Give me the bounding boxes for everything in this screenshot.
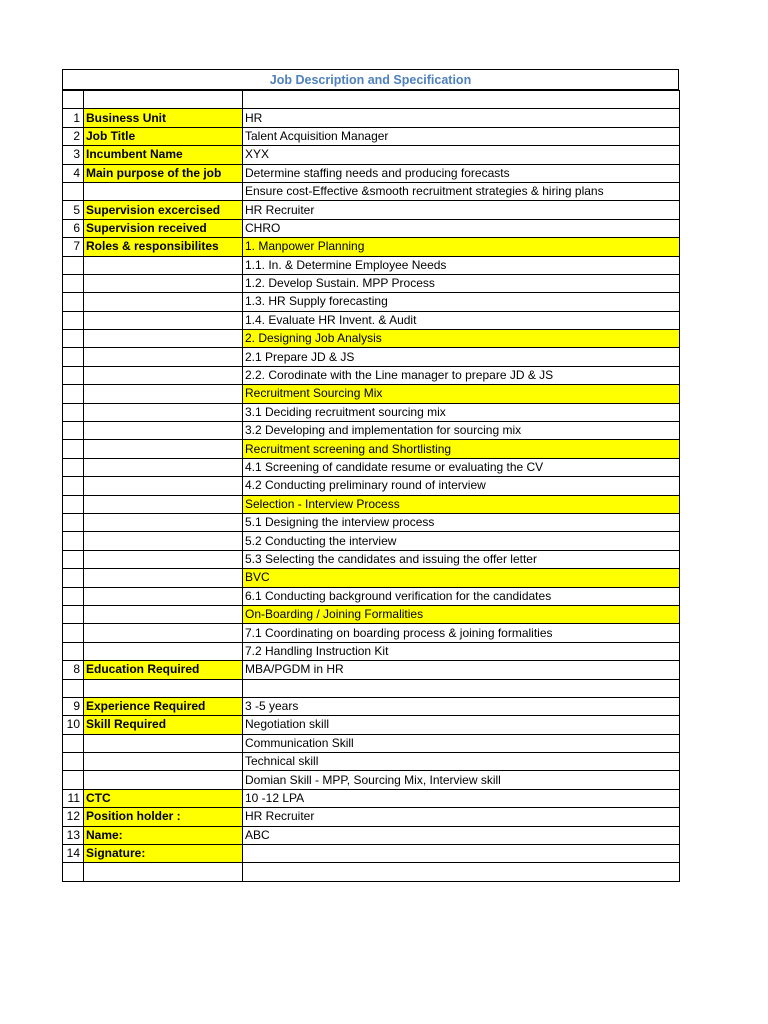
field-label: [84, 513, 243, 531]
table-row: [63, 624, 680, 642]
field-label: [84, 403, 243, 421]
field-value: Technical skill: [243, 753, 680, 771]
field-value: HR Recruiter: [243, 201, 680, 219]
table-row: [63, 789, 680, 807]
field-value: 1. Manpower Planning: [243, 238, 680, 256]
table-row: [63, 661, 680, 679]
row-number: [63, 642, 84, 660]
row-number: [63, 458, 84, 476]
field-label: [84, 440, 243, 458]
field-value: 3.1 Deciding recruitment sourcing mix: [243, 403, 680, 421]
field-value: On-Boarding / Joining Formalities: [243, 605, 680, 623]
field-value: 5.1 Designing the interview process: [243, 513, 680, 531]
row-number: [63, 532, 84, 550]
field-value: MBA/PGDM in HR: [243, 661, 680, 679]
field-value: [243, 845, 680, 863]
table-row: [63, 642, 680, 660]
field-value: BVC: [243, 569, 680, 587]
table-row: [63, 256, 680, 274]
field-label: Main purpose of the job: [84, 164, 243, 182]
row-number: 4: [63, 164, 84, 182]
row-number: 11: [63, 789, 84, 807]
field-label: [84, 550, 243, 568]
table-row: [63, 863, 680, 881]
table-row: [63, 550, 680, 568]
row-number: [63, 771, 84, 789]
table-row: [63, 311, 680, 329]
table-row: [63, 734, 680, 752]
row-number: 2: [63, 127, 84, 145]
field-value: [243, 863, 680, 881]
row-number: 7: [63, 238, 84, 256]
field-value: 10 -12 LPA: [243, 789, 680, 807]
field-label: Job Title: [84, 127, 243, 145]
row-number: 1: [63, 109, 84, 127]
table-row: [63, 293, 680, 311]
field-label: [84, 605, 243, 623]
field-label: Signature:: [84, 845, 243, 863]
row-number: [63, 550, 84, 568]
field-label: Education Required: [84, 661, 243, 679]
row-number: 14: [63, 845, 84, 863]
row-number: [63, 679, 84, 697]
field-value: [243, 679, 680, 697]
field-label: CTC: [84, 789, 243, 807]
table-row: [63, 679, 680, 697]
table-row: [63, 219, 680, 237]
field-label: [84, 422, 243, 440]
row-number: [63, 366, 84, 384]
field-value: CHRO: [243, 219, 680, 237]
row-number: [63, 348, 84, 366]
job-spec-table: [62, 90, 680, 882]
field-value: 7.2 Handling Instruction Kit: [243, 642, 680, 660]
field-value: 7.1 Coordinating on boarding process & joining formalities: [243, 624, 680, 642]
field-label: [84, 624, 243, 642]
field-value: Recruitment Sourcing Mix: [243, 385, 680, 403]
row-number: 6: [63, 219, 84, 237]
field-value: 1.4. Evaluate HR Invent. & Audit: [243, 311, 680, 329]
field-label: [84, 771, 243, 789]
row-number: [63, 440, 84, 458]
row-number: 10: [63, 716, 84, 734]
field-value: 1.1. In. & Determine Employee Needs: [243, 256, 680, 274]
table-row: [63, 716, 680, 734]
field-label: Name:: [84, 826, 243, 844]
table-row: [63, 403, 680, 421]
field-value: Talent Acquisition Manager: [243, 127, 680, 145]
row-number: 9: [63, 697, 84, 715]
table-row: [63, 587, 680, 605]
field-label: [84, 91, 243, 109]
field-value: 5.3 Selecting the candidates and issuing the offer letter: [243, 550, 680, 568]
row-number: [63, 422, 84, 440]
field-value: 4.2 Conducting preliminary round of interview: [243, 477, 680, 495]
row-number: [63, 605, 84, 623]
row-number: 13: [63, 826, 84, 844]
row-number: 12: [63, 808, 84, 826]
field-label: Experience Required: [84, 697, 243, 715]
field-label: [84, 532, 243, 550]
field-label: [84, 182, 243, 200]
table-row: [63, 771, 680, 789]
row-number: [63, 293, 84, 311]
row-number: 8: [63, 661, 84, 679]
row-number: [63, 569, 84, 587]
table-row: [63, 330, 680, 348]
field-label: [84, 330, 243, 348]
field-label: [84, 458, 243, 476]
field-value: [243, 91, 680, 109]
field-value: 3 -5 years: [243, 697, 680, 715]
field-label: [84, 293, 243, 311]
row-number: [63, 274, 84, 292]
table-row: [63, 238, 680, 256]
field-value: 6.1 Conducting background verification for the candidates: [243, 587, 680, 605]
field-label: Roles & responsibilites: [84, 238, 243, 256]
field-label: Supervision received: [84, 219, 243, 237]
field-label: [84, 477, 243, 495]
table-row: [63, 91, 680, 109]
field-label: [84, 495, 243, 513]
row-number: [63, 624, 84, 642]
table-row: [63, 808, 680, 826]
table-row: [63, 274, 680, 292]
field-label: [84, 587, 243, 605]
field-label: [84, 863, 243, 881]
field-label: Business Unit: [84, 109, 243, 127]
table-row: [63, 605, 680, 623]
table-row: [63, 109, 680, 127]
field-label: [84, 311, 243, 329]
field-value: 5.2 Conducting the interview: [243, 532, 680, 550]
field-value: HR Recruiter: [243, 808, 680, 826]
field-label: Incumbent Name: [84, 146, 243, 164]
table-row: [63, 146, 680, 164]
field-value: HR: [243, 109, 680, 127]
field-label: [84, 385, 243, 403]
field-value: Selection - Interview Process: [243, 495, 680, 513]
row-number: [63, 256, 84, 274]
table-row: [63, 385, 680, 403]
table-row: [63, 513, 680, 531]
row-number: 3: [63, 146, 84, 164]
field-label: [84, 256, 243, 274]
field-label: [84, 348, 243, 366]
table-row: [63, 422, 680, 440]
table-row: [63, 201, 680, 219]
row-number: [63, 385, 84, 403]
table-row: [63, 495, 680, 513]
row-number: [63, 182, 84, 200]
row-number: [63, 477, 84, 495]
row-number: [63, 495, 84, 513]
row-number: [63, 403, 84, 421]
table-row: [63, 532, 680, 550]
field-label: [84, 642, 243, 660]
field-value: 2.2. Corodinate with the Line manager to prepare JD & JS: [243, 366, 680, 384]
field-value: 3.2 Developing and implementation for sourcing mix: [243, 422, 680, 440]
field-label: Supervision excercised: [84, 201, 243, 219]
job-description-sheet: [62, 69, 679, 882]
field-value: 4.1 Screening of candidate resume or evaluating the CV: [243, 458, 680, 476]
table-row: [63, 440, 680, 458]
row-number: [63, 753, 84, 771]
field-value: 2. Designing Job Analysis: [243, 330, 680, 348]
table-row: [63, 697, 680, 715]
field-label: [84, 569, 243, 587]
field-value: ABC: [243, 826, 680, 844]
field-value: XYX: [243, 146, 680, 164]
field-label: [84, 679, 243, 697]
table-row: [63, 127, 680, 145]
field-value: 1.3. HR Supply forecasting: [243, 293, 680, 311]
row-number: [63, 311, 84, 329]
field-value: Domian Skill - MPP, Sourcing Mix, Interview skill: [243, 771, 680, 789]
field-value: 2.1 Prepare JD & JS: [243, 348, 680, 366]
field-value: Recruitment screening and Shortlisting: [243, 440, 680, 458]
row-number: 5: [63, 201, 84, 219]
row-number: [63, 91, 84, 109]
table-row: [63, 753, 680, 771]
table-row: [63, 569, 680, 587]
table-row: [63, 164, 680, 182]
field-value: Communication Skill: [243, 734, 680, 752]
job-spec-rows: [63, 91, 680, 882]
field-label: [84, 366, 243, 384]
row-number: [63, 734, 84, 752]
field-value: 1.2. Develop Sustain. MPP Process: [243, 274, 680, 292]
field-value: Ensure cost-Effective &smooth recruitment strategies & hiring plans: [243, 182, 680, 200]
table-row: [63, 348, 680, 366]
row-number: [63, 587, 84, 605]
table-row: [63, 826, 680, 844]
field-label: [84, 753, 243, 771]
field-value: Negotiation skill: [243, 716, 680, 734]
table-row: [63, 458, 680, 476]
table-row: [63, 845, 680, 863]
field-label: Position holder :: [84, 808, 243, 826]
table-row: [63, 182, 680, 200]
row-number: [63, 330, 84, 348]
field-label: [84, 734, 243, 752]
field-label: [84, 274, 243, 292]
row-number: [63, 513, 84, 531]
row-number: [63, 863, 84, 881]
field-value: Determine staffing needs and producing forecasts: [243, 164, 680, 182]
field-label: Skill Required: [84, 716, 243, 734]
table-row: [63, 366, 680, 384]
sheet-title: Job Description and Specification: [62, 69, 679, 90]
table-row: [63, 477, 680, 495]
